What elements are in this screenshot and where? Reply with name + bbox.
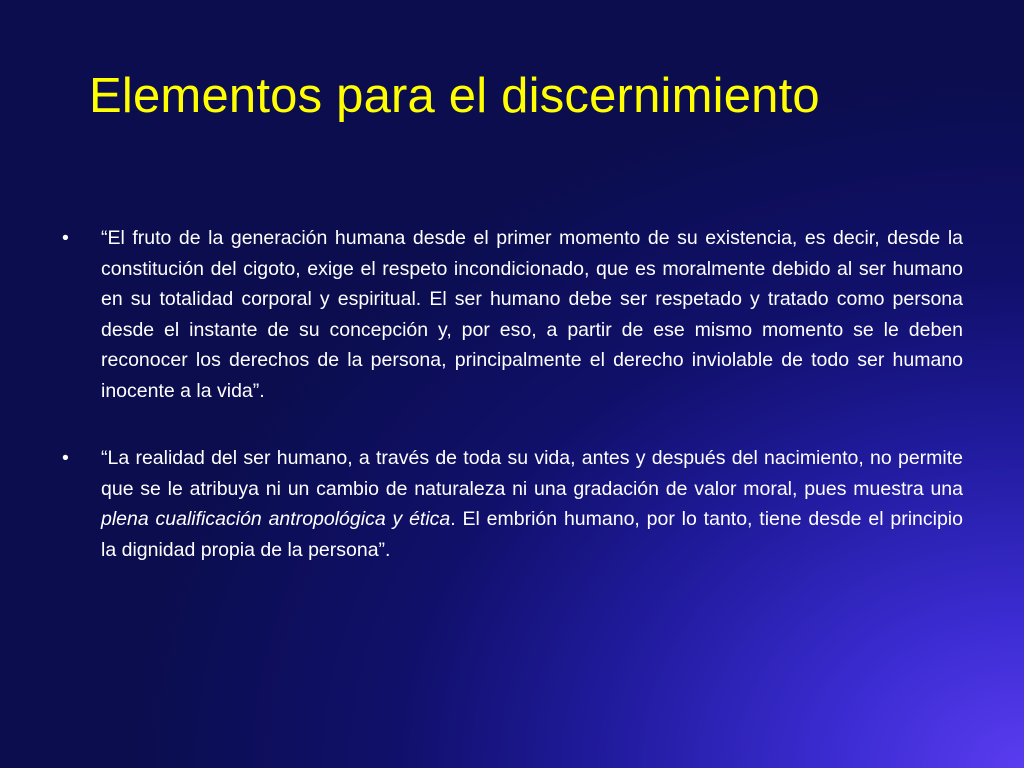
bullet-text-italic: plena cualificación antropológica y ética <box>101 508 451 530</box>
slide-content <box>62 223 963 565</box>
bullet-dot-icon: • <box>62 447 69 469</box>
slide-title: Elementos para el discernimiento <box>89 69 820 123</box>
bullet-dot-icon: • <box>62 227 69 249</box>
bullet-text-part: . El embrión humano, por lo tanto, tiene desde el principio la dignidad propia de la persona”. <box>101 508 963 561</box>
bullet-item <box>62 443 963 565</box>
bullet-text: “El fruto de la generación humana desde el primer momento de su existencia, es decir, desde la constitución del cigoto, exige el respeto incondicionado, que es moralmente debido al ser humano en su totalidad corporal y espiritual. El ser humano debe ser respetado y tratado como persona desde el instante de su concepción y, por eso, a partir de ese mismo momento se le deben reconocer los derechos de la persona, principalmente el derecho inviolable de todo ser humano inocente a la vida”. <box>101 227 963 402</box>
bullet-text-part: “La realidad del ser humano, a través de toda su vida, antes y después del nacimiento, no permite que se le atribuya ni un cambio de naturaleza ni una gradación de valor moral, pues muestra una <box>101 447 963 500</box>
bullet-text <box>101 443 963 565</box>
bullet-item <box>62 223 963 406</box>
